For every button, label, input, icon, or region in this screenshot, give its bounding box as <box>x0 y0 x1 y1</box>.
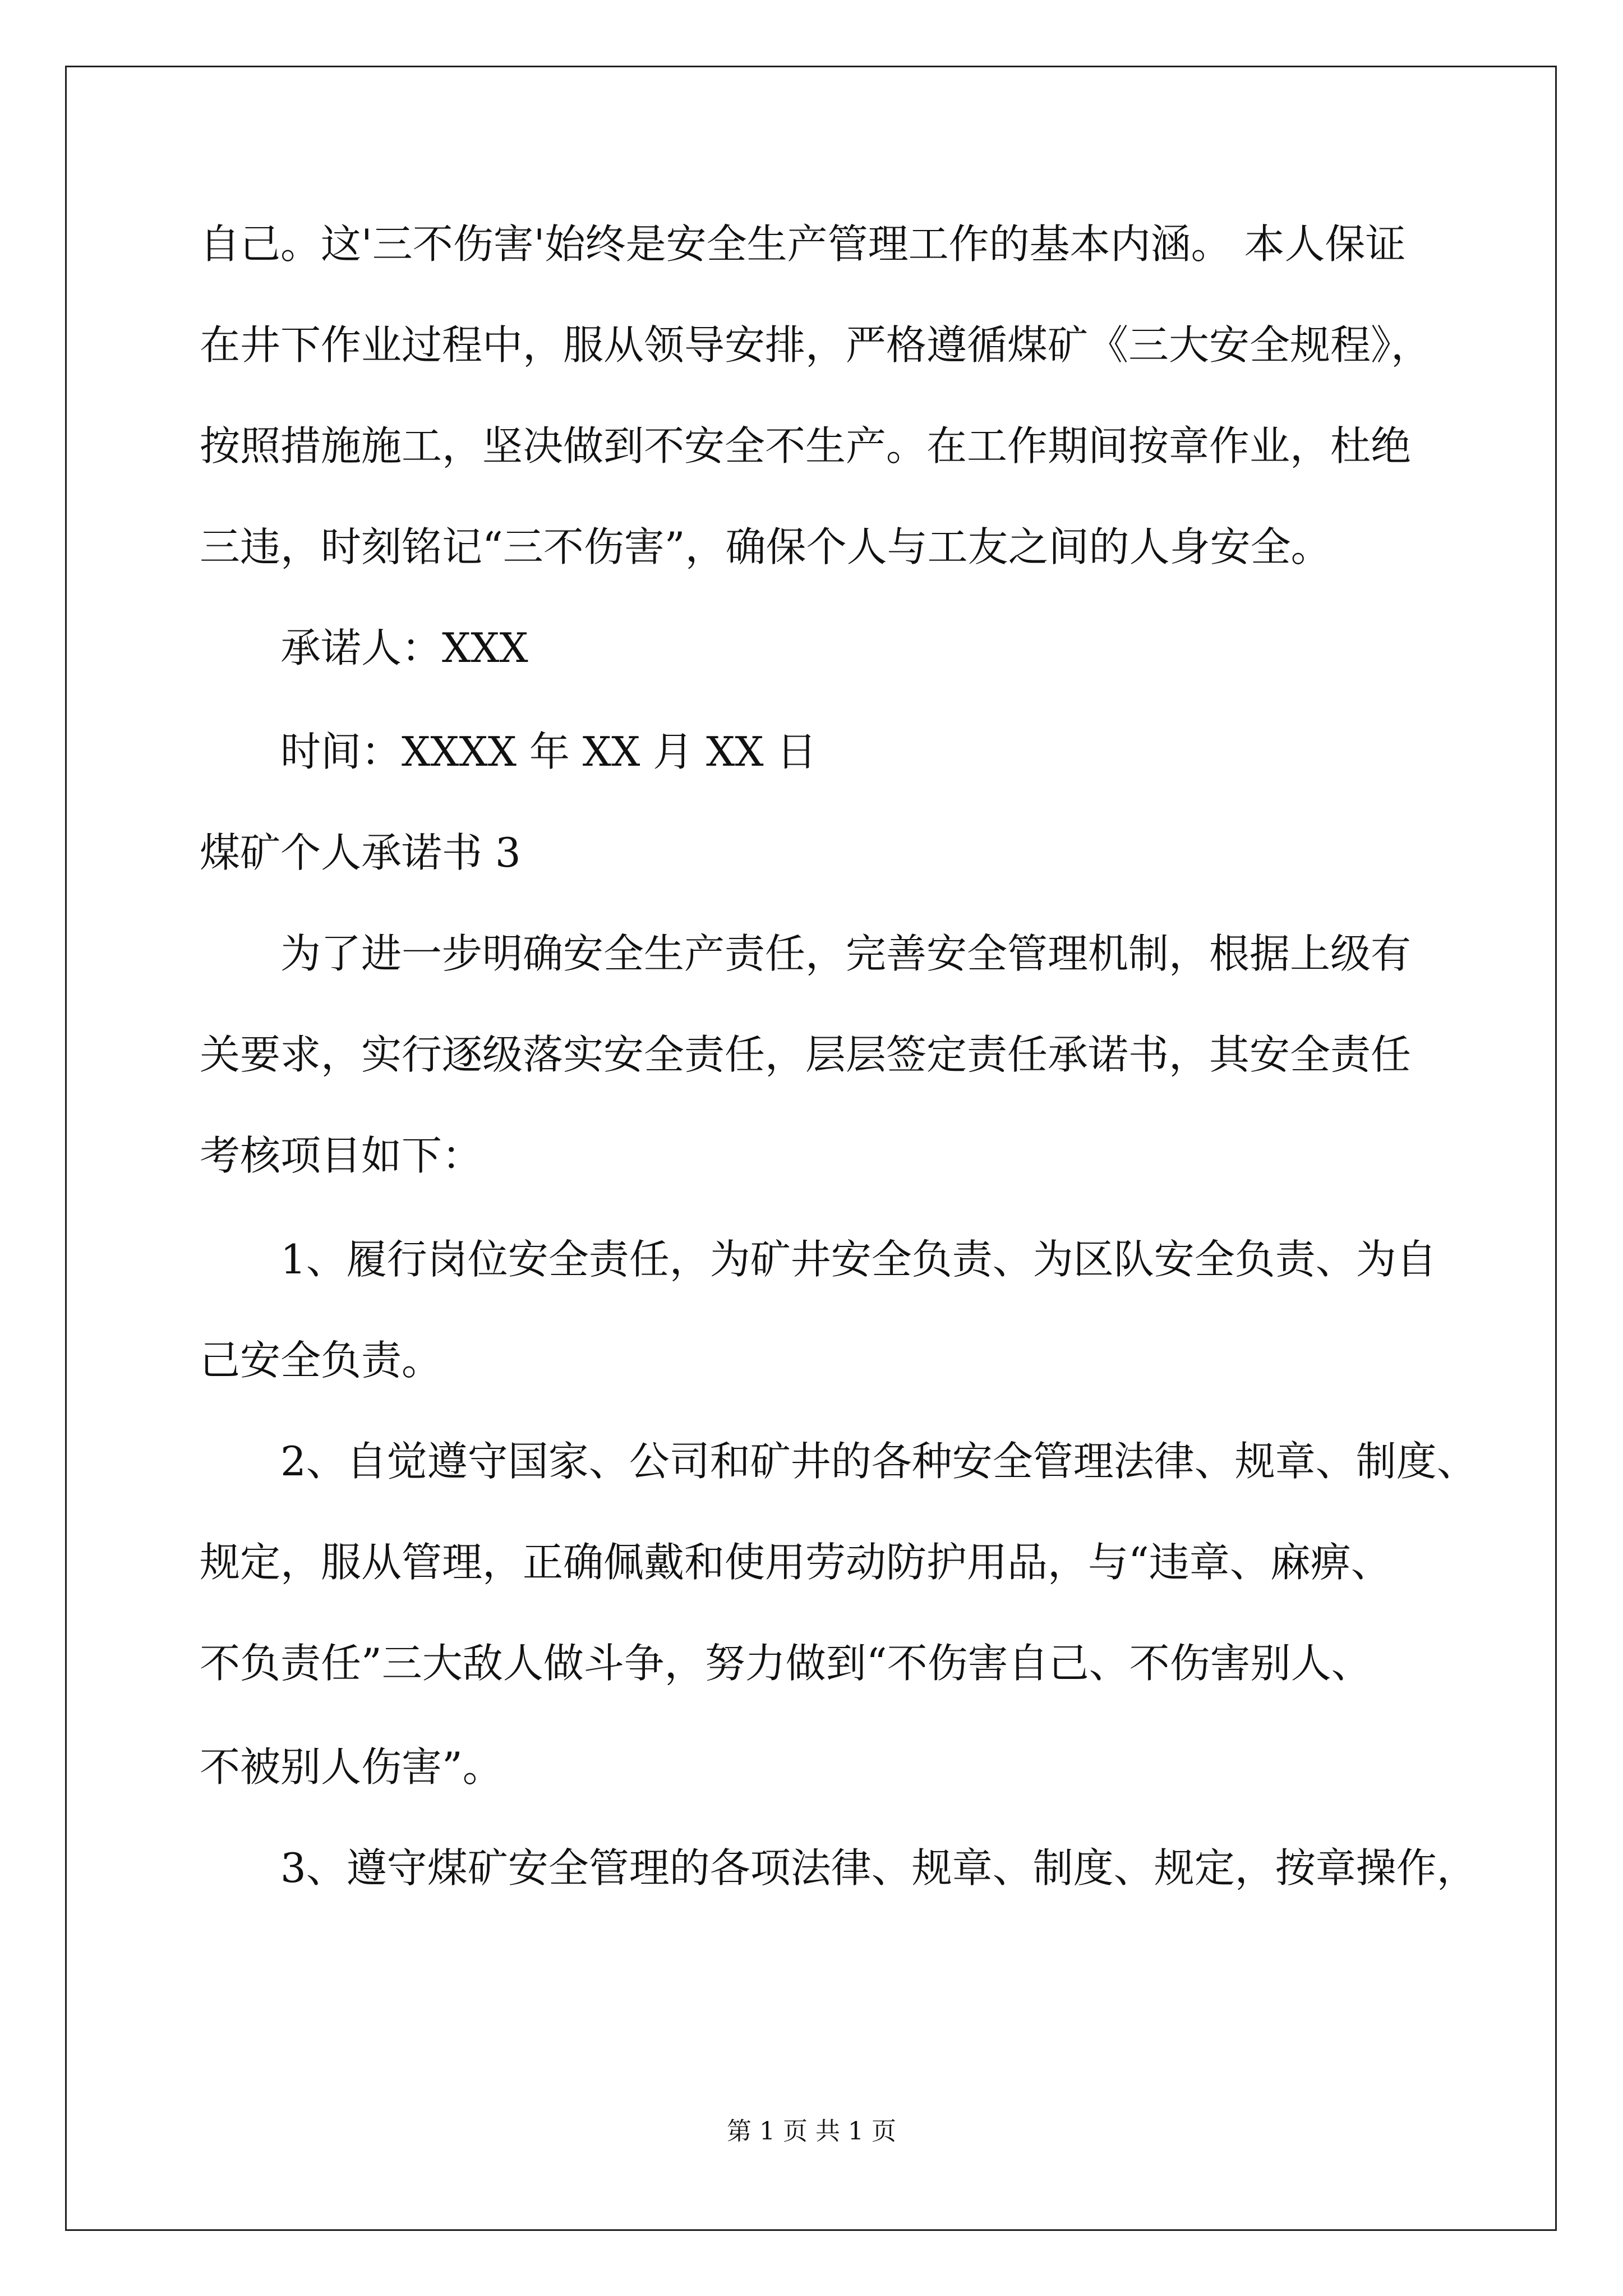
section-heading: 煤矿个人承诺书 3 <box>200 829 521 876</box>
body-line-1: 自己。这'三不伤害'始终是安全生产管理工作的基本内涵。 本人保证 <box>200 220 1406 268</box>
item-1-line-1: 1、履行岗位安全责任，为矿井安全负责、为区队安全负责、为自 <box>280 1236 1437 1283</box>
body-line-8: 为了进一步明确安全生产责任，完善安全管理机制，根据上级有 <box>280 930 1412 977</box>
date-line: 时间：XXXX 年 XX 月 XX 日 <box>280 728 817 775</box>
signatory-line: 承诺人：XXX <box>280 624 528 671</box>
body-line-10: 考核项目如下： <box>200 1132 483 1179</box>
page-number: 第 1 页 共 1 页 <box>727 2117 896 2146</box>
item-3-line-1: 3、遵守煤矿安全管理的各项法律、规章、制度、规定，按章操作， <box>280 1844 1477 1892</box>
body-line-9: 关要求，实行逐级落实安全责任，层层签定责任承诺书，其安全责任 <box>200 1031 1412 1078</box>
item-2-line-2: 规定，服从管理，正确佩戴和使用劳动防护用品，与“违章、麻痹、 <box>200 1539 1391 1586</box>
item-1-line-2: 己安全负责。 <box>200 1337 442 1384</box>
body-line-2: 在井下作业过程中，服从领导安排，严格遵循煤矿《三大安全规程》， <box>200 321 1432 369</box>
item-2-line-4: 不被别人伤害”。 <box>200 1743 503 1791</box>
item-2-line-1: 2、自觉遵守国家、公司和矿井的各种安全管理法律、规章、制度、 <box>280 1438 1477 1485</box>
body-line-3: 按照措施施工，坚决做到不安全不生产。在工作期间按章作业，杜绝 <box>200 422 1412 470</box>
item-2-line-3: 不负责任”三大敌人做斗争，努力做到“不伤害自己、不伤害别人、 <box>200 1640 1372 1687</box>
body-line-4: 三违，时刻铭记“三不伤害”，确保个人与工友之间的人身安全。 <box>200 523 1331 570</box>
